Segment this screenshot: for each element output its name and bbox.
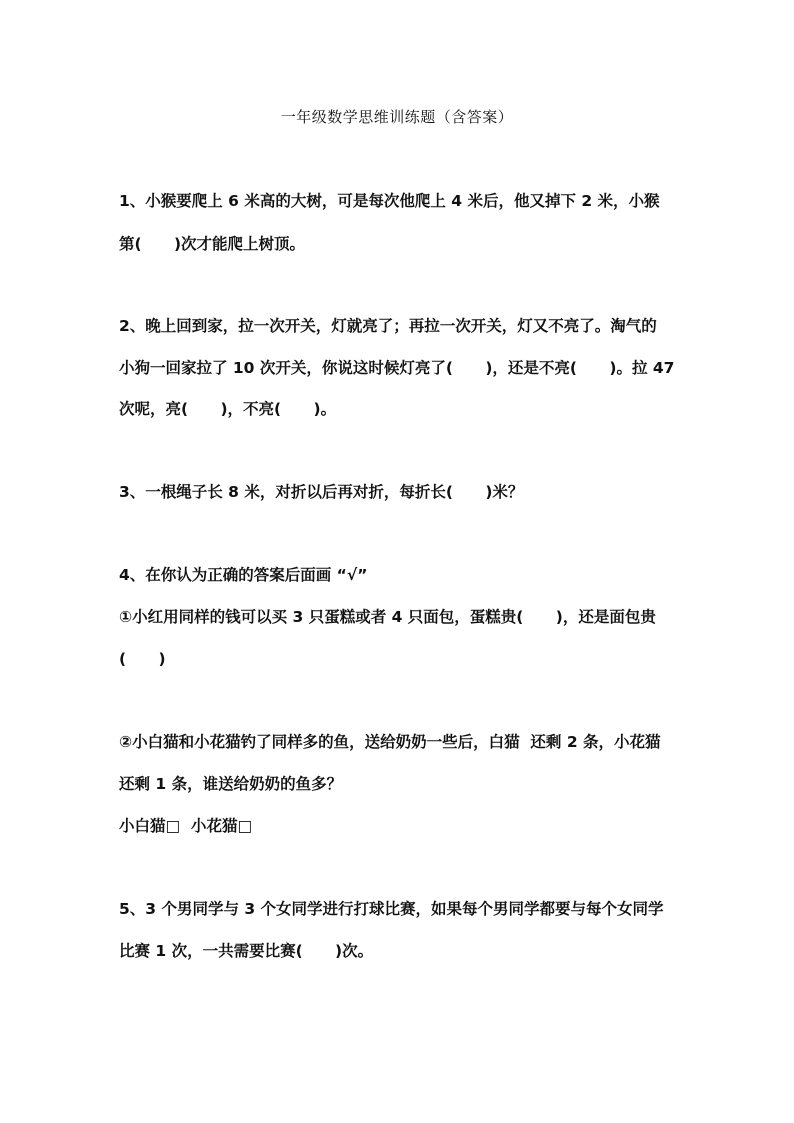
question-2-line-1: 2、晚上回到家，拉一次开关，灯就亮了；再拉一次开关，灯又不亮了。淘气的 xyxy=(119,317,657,335)
question-1-line-1: 1、小猴要爬上 6 米高的大树，可是每次他爬上 4 米后，他又掉下 2 米，小猴 xyxy=(119,192,660,210)
question-5-line-1: 5、3 个男同学与 3 个女同学进行打球比赛，如果每个男同学都要与每个女同学 xyxy=(119,900,664,918)
question-2-line-3: 次呢，亮( )，不亮( )。 xyxy=(119,400,337,418)
question-4b-line-3: 小白猫□ 小花猫□ xyxy=(119,817,253,835)
question-4b-line-2: 还剩 1 条，谁送给奶奶的鱼多？ xyxy=(119,775,343,793)
page-title: 一年级数学思维训练题（含答案） xyxy=(280,108,514,126)
question-1-line-2: 第( )次才能爬上树顶。 xyxy=(119,235,306,253)
question-4a-line-2: ( ) xyxy=(119,650,166,668)
question-2-line-2: 小狗一回家拉了 10 次开关，你说这时候灯亮了( )，还是不亮( )。拉 47 xyxy=(119,359,675,377)
question-4b-line-1: ②小白猫和小花猫钓了同样多的鱼，送给奶奶一些后，白猫 还剩 2 条，小花猫 xyxy=(119,733,661,751)
question-3-line-1: 3、一根绳子长 8 米，对折以后再对折，每折长( )米？ xyxy=(119,483,524,501)
question-4a-line-1: ①小红用同样的钱可以买 3 只蛋糕或者 4 只面包，蛋糕贵( )，还是面包贵 xyxy=(119,608,656,626)
question-5-line-2: 比赛 1 次，一共需要比赛( )次。 xyxy=(119,942,374,960)
question-4-line-1: 4、在你认为正确的答案后面画 “√” xyxy=(119,566,368,584)
